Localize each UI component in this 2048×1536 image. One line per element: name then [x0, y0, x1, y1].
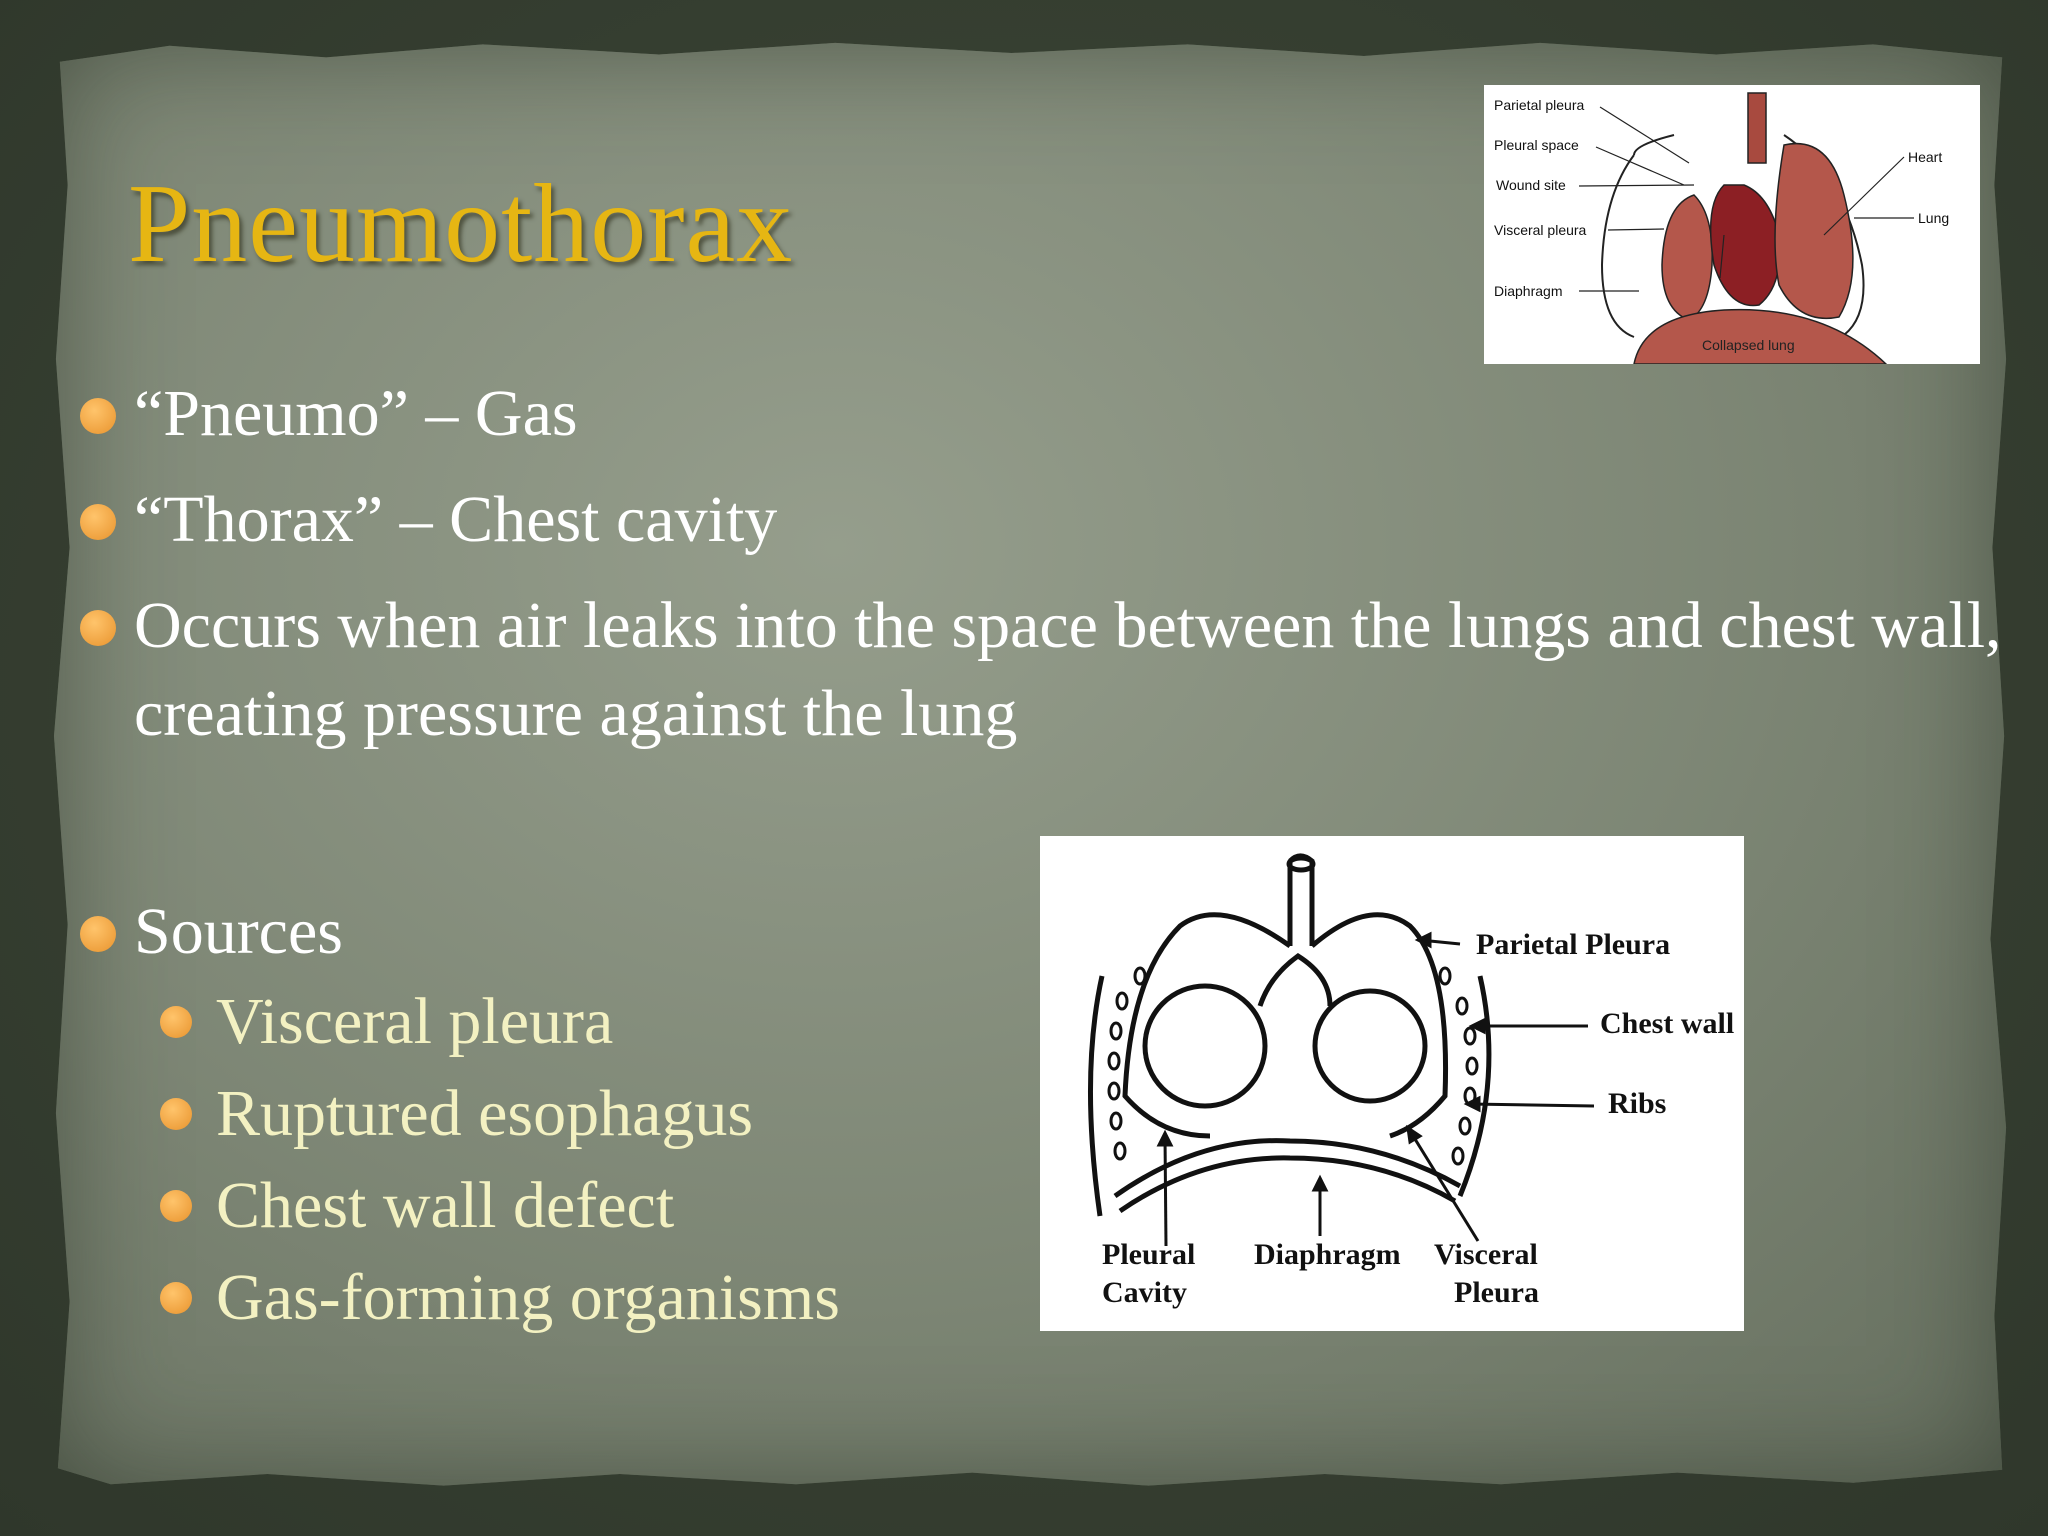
- label-ribs: Ribs: [1608, 1087, 1667, 1120]
- label-visceral-pleura-2: Pleura: [1454, 1276, 1539, 1309]
- bullet-item: [80, 476, 1960, 564]
- sub-bullet-text: Chest wall defect: [216, 1169, 675, 1242]
- label-heart: Heart: [1908, 149, 1943, 165]
- label-lung: Lung: [1918, 210, 1950, 226]
- sub-bullet-text: Ruptured esophagus: [216, 1077, 754, 1150]
- label-parietal-pleura: Parietal pleura: [1494, 97, 1585, 113]
- label-chest-wall: Chest wall: [1600, 1007, 1735, 1040]
- label-visceral-pleura-1: Visceral: [1434, 1238, 1538, 1271]
- bullet-item: [80, 582, 2014, 758]
- label-pleural-space: Pleural space: [1494, 137, 1579, 153]
- label-diaphragm: Diaphragm: [1494, 283, 1563, 299]
- bullet-item: [80, 370, 1960, 458]
- label-wound-site: Wound site: [1496, 177, 1566, 193]
- bullet-dot-icon: [80, 504, 116, 540]
- sub-bullet-text: Gas-forming organisms: [216, 1261, 840, 1334]
- label-parietal-pleura: Parietal Pleura: [1476, 928, 1671, 961]
- label-pleural-cavity-1: Pleural: [1102, 1238, 1196, 1271]
- sub-bullet-text: Visceral pleura: [216, 985, 614, 1058]
- sub-bullet-dot-icon: [160, 1006, 192, 1038]
- pneumothorax-diagram-image: [1484, 85, 1980, 364]
- label-pleural-cavity-2: Cavity: [1102, 1276, 1187, 1309]
- sub-bullet-dot-icon: [160, 1190, 192, 1222]
- bullet-dot-icon: [80, 916, 116, 952]
- bullet-text: “Pneumo” – Gas: [134, 377, 578, 450]
- sub-bullet-dot-icon: [160, 1098, 192, 1130]
- label-diaphragm: Diaphragm: [1254, 1238, 1401, 1271]
- slide-title: Pneumothorax: [128, 162, 794, 286]
- sub-bullet-dot-icon: [160, 1282, 192, 1314]
- pleura-diagram-image: [1040, 836, 1744, 1331]
- bullet-text: Occurs when air leaks into the space between the lungs and chest wall, creating pressure against the lung: [134, 589, 2002, 750]
- sources-heading: Sources: [134, 895, 343, 968]
- bullet-text: “Thorax” – Chest cavity: [134, 483, 778, 556]
- bullet-dot-icon: [80, 610, 116, 646]
- label-collapsed-lung: Collapsed lung: [1702, 337, 1795, 353]
- label-visceral-pleura: Visceral pleura: [1494, 222, 1587, 238]
- bullet-dot-icon: [80, 398, 116, 434]
